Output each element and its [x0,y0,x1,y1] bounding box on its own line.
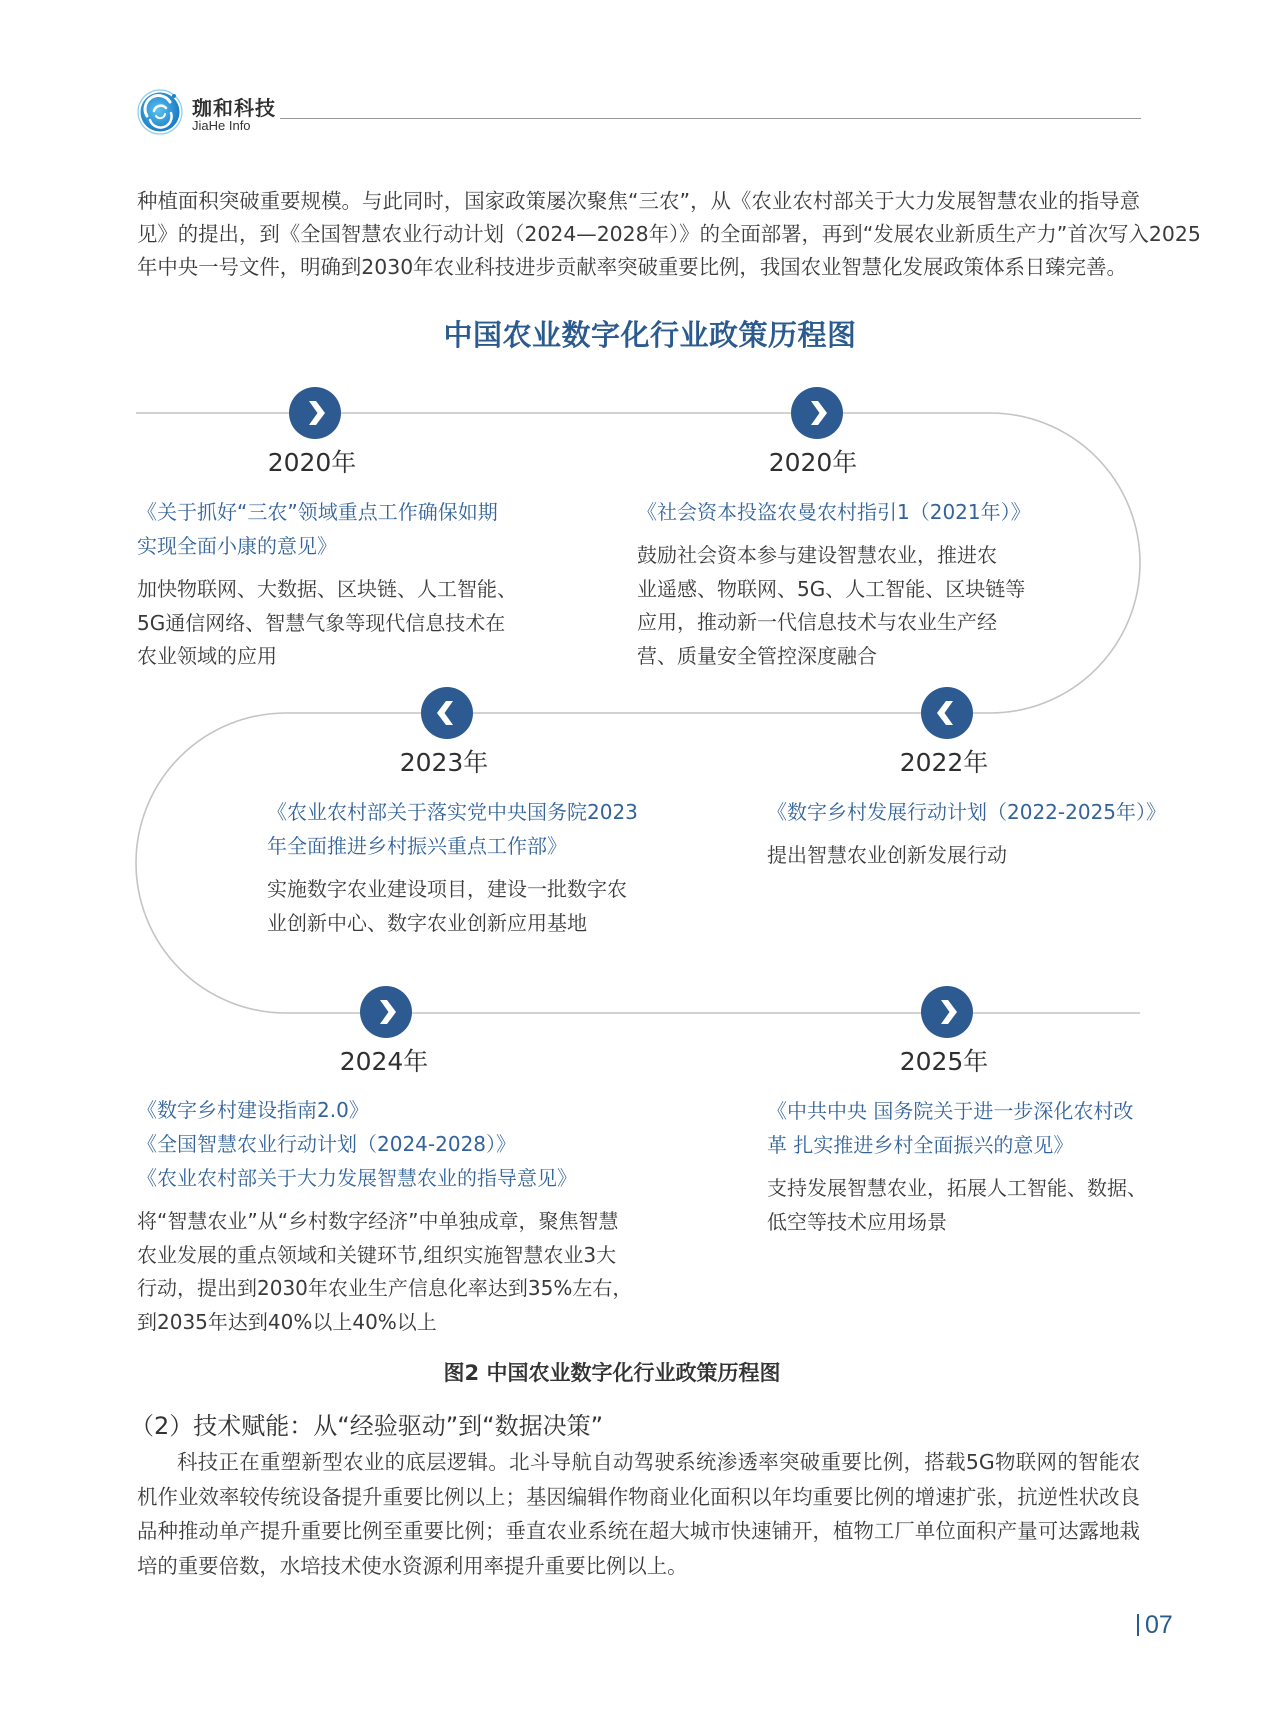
jiahe-logo-icon [137,89,183,135]
policy-title-line: 《全国智慧农业行动计划（2024-2028）》 [137,1132,517,1156]
milestone-year: 2023年 [399,748,489,777]
policy-title-line: 《社会资本投盗农曼农村指引1（2021年）》 [637,500,1031,524]
policy-title-line: 《数字乡村建设指南2.0》 [137,1098,369,1122]
milestone-block [767,1094,1147,1239]
chevron-right-icon [289,387,341,439]
milestone-block [137,1093,632,1339]
description-line: 营、质量安全管控深度融合 [637,643,877,668]
paragraph-line: 培的重要倍数，水培技术使水资源利用率提升重要比例以上。 [137,1553,688,1578]
policy-title-line: 《农业农村部关于大力发展智慧农业的指导意见》 [137,1166,577,1190]
description-line: 业遥感、物联网、5G、人工智能、区块链等 [637,576,1026,601]
milestone-year: 2020年 [267,448,357,477]
description-line: 低空等技术应用场景 [767,1209,947,1234]
policy-title-line: 革 扎实推进乡村全面振兴的意见》 [767,1133,1074,1157]
milestone-node-2020-b [791,387,843,439]
milestone-node-2025 [921,986,973,1038]
policy-description [137,573,517,674]
page-number-divider [1137,1614,1139,1636]
paragraph-line: 科技正在重塑新型农业的底层逻辑。北斗导航自动驾驶系统渗透率突破重要比例，搭载5G物联网的智能农 [177,1450,1140,1474]
milestone-year: 2020年 [768,448,858,477]
description-line: 将“智慧农业”从“乡村数字经济”中单独成章，聚焦智慧 [137,1209,619,1233]
milestone-year: 2025年 [899,1047,989,1076]
milestone-node-2022 [921,687,973,739]
brand-name-en: JiaHe Info [192,118,251,133]
brand-name-cn: 珈和科技 [192,96,276,120]
description-line: 提出智慧农业创新发展行动 [767,843,1007,867]
description-line: 到2035年达到40%以上40%以上 [137,1309,437,1334]
milestone-block [767,795,1166,873]
milestone-node-2020-a [289,387,341,439]
paragraph-line: 机作业效率较传统设备提升重要比例以上；基因编辑作物商业化面积以年均重要比例的增速扩张，抗逆性状改良 [137,1484,1140,1509]
description-line: 应用，推动新一代信息技术与农业生产经 [637,610,997,634]
policy-title-line: 《数字乡村发展行动计划（2022-2025年）》 [767,800,1167,824]
milestone-block [637,495,1031,673]
policy-title-line: 实现全面小康的意见》 [137,534,337,558]
milestone-year: 2022年 [899,748,989,777]
milestone-node-2023 [421,687,473,739]
milestone-block [267,795,638,940]
page-number-value: 07 [1145,1610,1173,1639]
figure-caption: 图2 中国农业数字化行业政策历程图 [443,1361,781,1385]
description-line: 支持发展智慧农业，拓展人工智能、数据、 [767,1176,1147,1200]
policy-title-line: 年全面推进乡村振兴重点工作部》 [267,834,567,858]
policy-description [767,1172,1147,1239]
intro-paragraph [137,185,1201,284]
paragraph-line: 年中央一号文件，明确到2030年农业科技进步贡献率突破重要比例，我国农业智慧化发展政策体系日臻完善。 [137,255,1127,279]
description-line: 鼓励社会资本参与建设智慧农业，推进农 [637,543,997,567]
description-line: 业创新中心、数字农业创新应用基地 [267,910,587,935]
paragraph-line: 种植面积突破重要规模。与此同时，国家政策屡次聚焦“三农”，从《农业农村部关于大力发展智慧农业的指导意 [137,189,1140,213]
header-divider [280,118,1141,119]
description-line: 加快物联网、大数据、区块链、人工智能、 [137,577,517,601]
paragraph-line: 见》的提出，到《全国智慧农业行动计划（2024—2028年）》的全面部署，再到“发展农业新质生产力”首次写入2025 [137,222,1201,246]
description-line: 实施数字农业建设项目，建设一批数字农 [267,877,627,901]
figure-title: 中国农业数字化行业政策历程图 [443,318,857,352]
policy-description [137,1205,632,1339]
paragraph-line: 品种推动单产提升重要比例至重要比例；垂直农业系统在超大城市快速铺开，植物工厂单位面积产量可达露地栽 [137,1519,1140,1543]
chevron-right-icon [360,986,412,1038]
chevron-left-icon [921,687,973,739]
milestone-block [137,495,517,674]
section-heading: （2）技术赋能：从“经验驱动”到“数据决策” [130,1412,604,1440]
policy-title-line: 《农业农村部关于落实党中央国务院2023 [267,800,638,824]
description-line: 农业发展的重点领域和关键环节,组织实施智慧农业3大 [137,1242,617,1267]
section-paragraph [137,1445,1140,1583]
page-number [1137,1611,1173,1639]
policy-title-line: 《中共中央 国务院关于进一步深化农村改 [767,1099,1134,1123]
description-line: 5G通信网络、智慧气象等现代信息技术在 [137,610,506,635]
chevron-right-icon [791,387,843,439]
chevron-right-icon [921,986,973,1038]
description-line: 行动，提出到2030年农业生产信息化率达到35%左右， [137,1276,633,1300]
policy-title-line: 《关于抓好“三农”领域重点工作确保如期 [137,500,498,524]
milestone-node-2024 [360,986,412,1038]
policy-description [267,873,638,940]
chevron-left-icon [421,687,473,739]
milestone-year: 2024年 [339,1047,429,1076]
description-line: 农业领域的应用 [137,644,277,668]
policy-description [767,839,1166,873]
policy-description [637,539,1031,673]
